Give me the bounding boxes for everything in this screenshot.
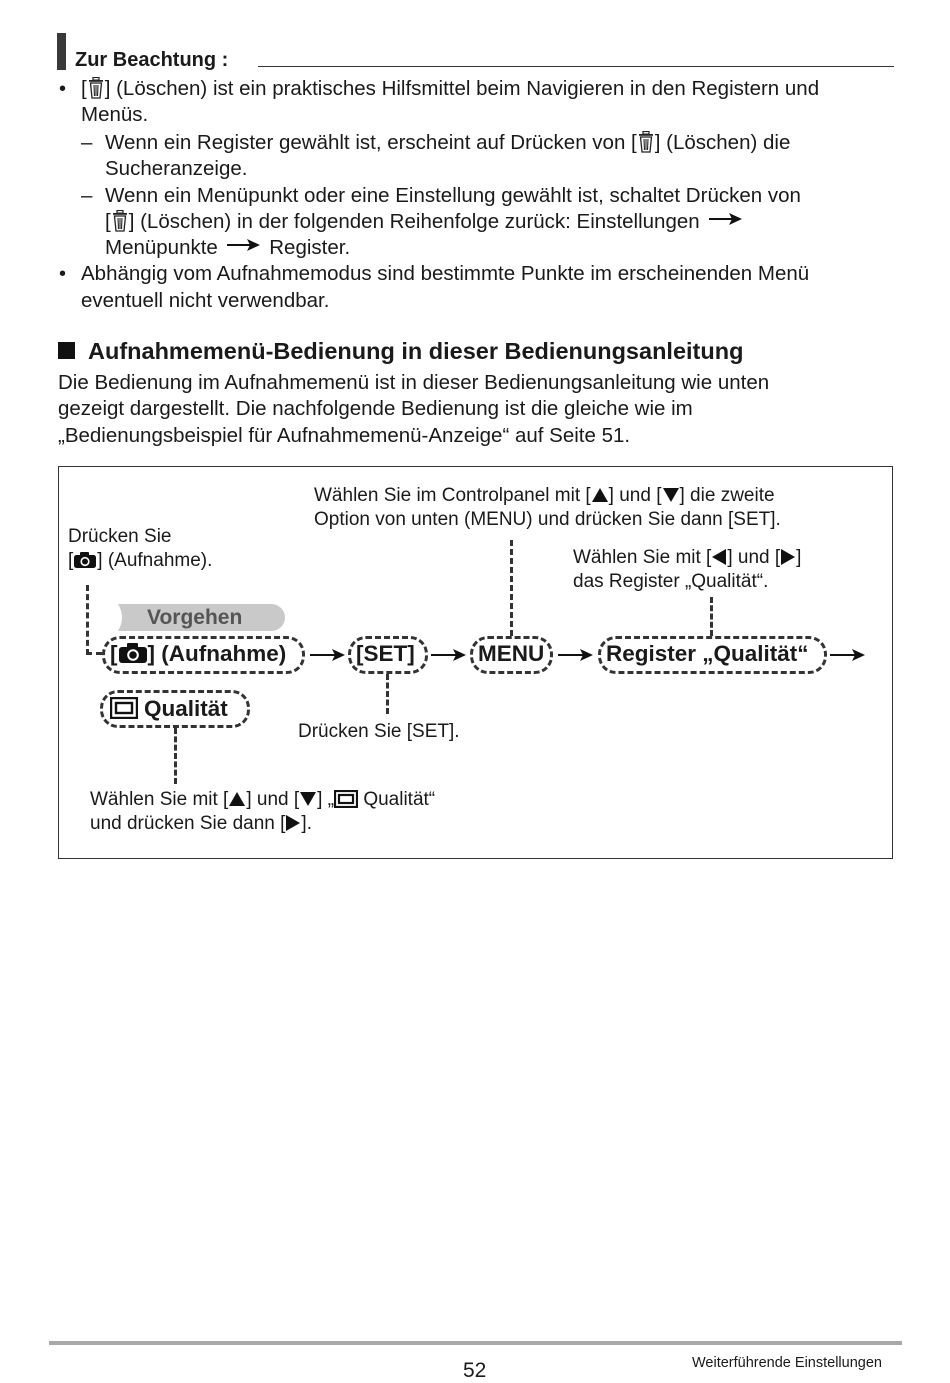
page-number: 52: [463, 1359, 487, 1382]
footer-rule: [49, 1341, 902, 1345]
quality-icon: [334, 790, 358, 808]
note-bar: [57, 33, 66, 70]
note-bullet1-line1: [ ] (Löschen) ist ein praktisches Hilfsmittel beim Navigieren in den Registern und: [81, 77, 820, 100]
section-paragraph-line2: gezeigt dargestellt. Die nachfolgende Bedienung ist die gleiche wie im: [58, 397, 693, 420]
dash-marker: –: [81, 184, 93, 207]
arrow-right-icon: [709, 212, 743, 226]
callout-set: Drücken Sie [SET].: [298, 721, 460, 742]
callout-control-line2: Option von unten (MENU) und drücken Sie dann [SET].: [314, 509, 781, 530]
note-title: Zur Beachtung :: [75, 49, 229, 71]
triangle-left-icon: [711, 548, 727, 566]
vorgehen-notch: [112, 604, 130, 631]
triangle-down-icon: [662, 487, 680, 503]
connector-press: [86, 585, 89, 655]
trash-icon: [637, 131, 655, 153]
note-bullet1-line2: Menüs.: [81, 103, 149, 126]
note-sub1-line2: Sucheranzeige.: [105, 157, 248, 180]
vorgehen-label: Vorgehen: [147, 606, 243, 629]
triangle-up-icon: [228, 791, 246, 807]
bullet-marker: •: [59, 263, 67, 285]
callout-control-line1: Wählen Sie im Controlpanel mit [ ] und [ ] die zweite: [314, 485, 775, 506]
step-quality: Qualität: [110, 695, 228, 723]
note-bullet2-line1: Abhängig vom Aufnahmemodus sind bestimmte Punkte im erscheinenden Menü: [81, 262, 810, 285]
callout-press-line1: Drücken Sie: [68, 526, 172, 547]
note-bullet2-line2: eventuell nicht verwendbar.: [81, 289, 330, 312]
arrow-right-icon: [227, 238, 261, 252]
camera-icon: [118, 642, 148, 664]
connector-register: [710, 597, 713, 636]
callout-register-line1: Wählen Sie mit [ ] und [ ]: [573, 547, 802, 568]
arrow-right-icon: [558, 648, 594, 662]
callout-press-line2: [ ] (Aufnahme).: [68, 550, 213, 571]
section-paragraph-line1: Die Bedienung im Aufnahmemenü ist in dieser Bedienungsanleitung wie unten: [58, 371, 770, 394]
triangle-down-icon: [299, 791, 317, 807]
callout-quality-line1: Wählen Sie mit [ ] und [ ] „ Qualität“: [90, 789, 436, 810]
connector-control: [510, 540, 513, 636]
step-set: [SET]: [356, 641, 415, 666]
callout-register-line2: das Register „Qualität“.: [573, 571, 769, 592]
trash-icon: [111, 210, 129, 232]
note-sub2-line1: Wenn ein Menüpunkt oder eine Einstellung gewählt ist, schaltet Drücken von: [105, 184, 801, 207]
step-aufnahme: [ ] (Aufnahme): [110, 641, 287, 666]
bullet-marker: •: [59, 78, 67, 100]
triangle-up-icon: [591, 487, 609, 503]
quality-icon: [110, 697, 138, 719]
callout-quality-line2: und drücken Sie dann [ ].: [90, 813, 312, 834]
connector-set: [386, 674, 389, 714]
triangle-right-icon: [285, 814, 301, 832]
section-title: Aufnahmemenü-Bedienung in dieser Bedienungsanleitung: [88, 338, 744, 364]
connector-press-elbow: [86, 652, 102, 655]
dash-marker: –: [81, 131, 93, 154]
step-menu: MENU: [478, 641, 545, 666]
camera-icon: [73, 551, 97, 569]
note-sub2-line3: Menüpunkte Register.: [105, 236, 351, 259]
trash-icon: [87, 77, 105, 99]
section-paragraph-line3: „Bedienungsbeispiel für Aufnahmemenü-Anzeige“ auf Seite 51.: [58, 424, 631, 447]
arrow-right-icon: [310, 648, 346, 662]
footer-section-title: Weiterführende Einstellungen: [692, 1355, 882, 1371]
arrow-right-icon: [431, 648, 467, 662]
connector-quality: [174, 728, 177, 784]
note-sub1-line1: Wenn ein Register gewählt ist, erscheint auf Drücken von [ ] (Löschen) die: [105, 131, 791, 154]
triangle-right-icon: [780, 548, 796, 566]
section-square-marker: [58, 342, 75, 359]
note-rule: [258, 66, 894, 67]
step-register: Register „Qualität“: [606, 641, 809, 666]
note-sub2-line2: [ ] (Löschen) in der folgenden Reihenfolge zurück: Einstellungen: [105, 209, 743, 235]
arrow-right-icon: [830, 648, 866, 662]
